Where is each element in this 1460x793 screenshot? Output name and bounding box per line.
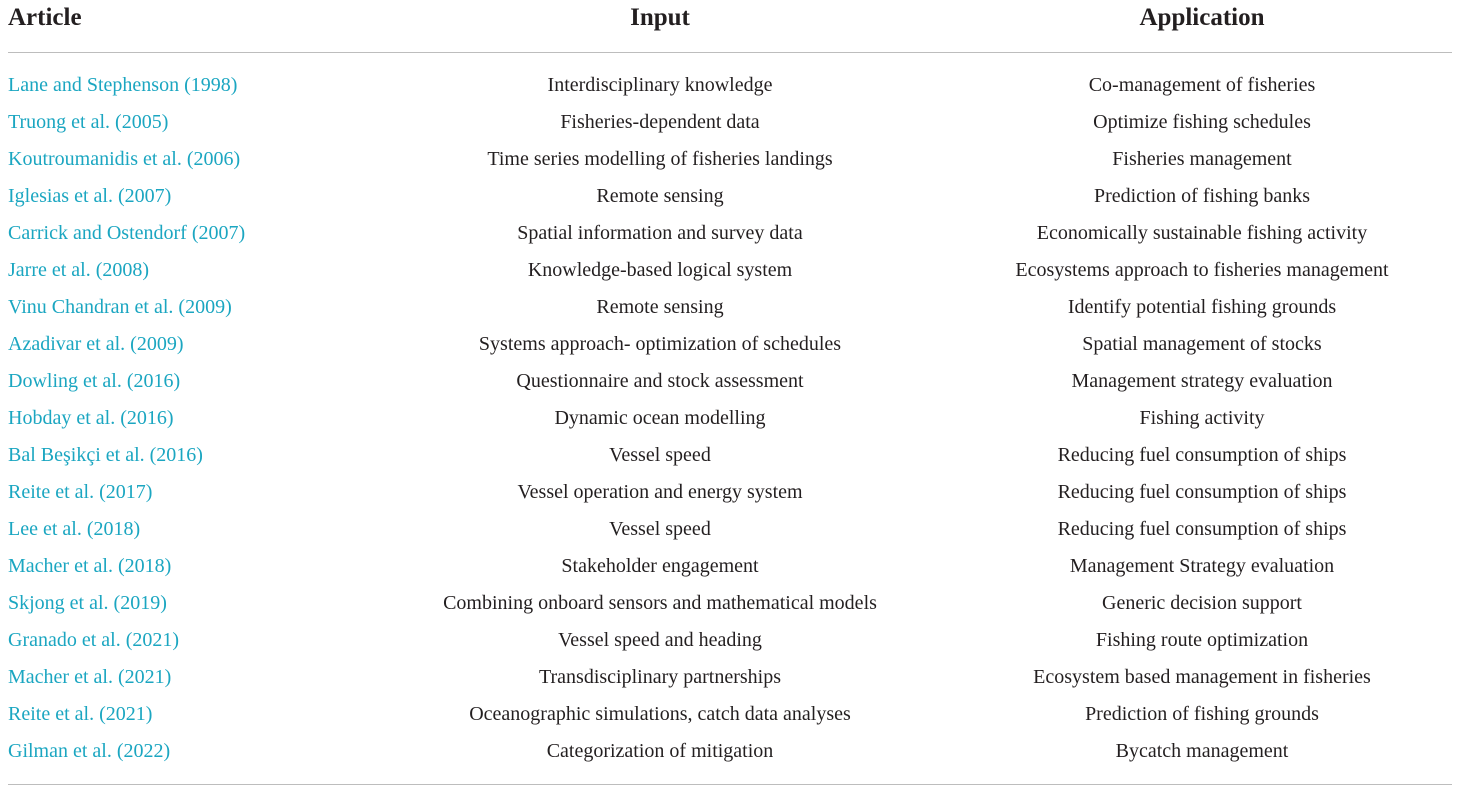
input-cell: Remote sensing [596, 185, 724, 207]
input-cell: Time series modelling of fisheries landings [487, 148, 833, 170]
input-cell: Questionnaire and stock assessment [516, 370, 804, 392]
application-cell: Management strategy evaluation [1071, 370, 1333, 392]
input-cell: Dynamic ocean modelling [554, 407, 766, 429]
article-link[interactable]: Reite et al. (2017) [8, 481, 153, 503]
input-cell: Oceanographic simulations, catch data analyses [469, 703, 851, 725]
article-link[interactable]: Lane and Stephenson (1998) [8, 74, 238, 96]
article-link[interactable]: Dowling et al. (2016) [8, 370, 181, 392]
application-cell: Fishing route optimization [1095, 629, 1309, 651]
input-cell: Remote sensing [596, 296, 724, 318]
article-link[interactable]: Macher et al. (2018) [8, 555, 172, 577]
literature-table [8, 0, 1452, 770]
article-link[interactable]: Jarre et al. (2008) [8, 259, 150, 281]
table-row [8, 585, 1452, 622]
article-link[interactable]: Macher et al. (2021) [8, 666, 172, 688]
input-cell: Interdisciplinary knowledge [547, 74, 773, 96]
application-cell: Economically sustainable fishing activity [1036, 222, 1368, 244]
table-row [8, 363, 1452, 400]
application-cell: Identify potential fishing grounds [1067, 296, 1337, 318]
table-row [8, 53, 1452, 105]
input-cell: Stakeholder engagement [561, 555, 759, 577]
input-cell: Spatial information and survey data [517, 222, 803, 244]
application-cell: Bycatch management [1115, 740, 1289, 762]
article-link[interactable]: Koutroumanidis et al. (2006) [8, 148, 241, 170]
header-input: Input [368, 0, 952, 53]
header-row [8, 0, 1452, 53]
application-cell: Prediction of fishing grounds [1085, 703, 1319, 725]
input-cell: Vessel speed [609, 518, 711, 540]
table-row [8, 659, 1452, 696]
application-cell: Spatial management of stocks [1082, 333, 1322, 355]
header-application: Application [952, 0, 1452, 53]
article-link[interactable]: Lee et al. (2018) [8, 518, 141, 540]
application-cell: Management Strategy evaluation [1069, 555, 1335, 577]
table-header [8, 0, 1452, 53]
table-row [8, 474, 1452, 511]
table-row [8, 696, 1452, 733]
article-link[interactable]: Hobday et al. (2016) [8, 407, 174, 429]
table-row [8, 400, 1452, 437]
input-cell: Knowledge-based logical system [527, 259, 793, 281]
article-link[interactable]: Bal Beşikçi et al. (2016) [8, 444, 203, 466]
application-cell: Fisheries management [1112, 148, 1292, 170]
table-row [8, 252, 1452, 289]
table-row [8, 437, 1452, 474]
article-link[interactable]: Reite et al. (2021) [8, 703, 153, 725]
application-cell: Optimize fishing schedules [1093, 111, 1311, 133]
input-cell: Vessel speed and heading [558, 629, 762, 651]
literature-table-container [8, 0, 1452, 770]
table-row [8, 733, 1452, 770]
input-cell: Fisheries-dependent data [560, 111, 760, 133]
article-link[interactable]: Skjong et al. (2019) [8, 592, 167, 614]
input-cell: Vessel operation and energy system [517, 481, 803, 503]
table-row [8, 215, 1452, 252]
input-cell: Systems approach- optimization of schedules [478, 333, 842, 355]
article-link[interactable]: Gilman et al. (2022) [8, 740, 171, 762]
application-cell: Reducing fuel consumption of ships [1057, 444, 1347, 466]
application-cell: Co-management of fisheries [1088, 74, 1316, 96]
table-body [8, 53, 1452, 771]
input-cell: Categorization of mitigation [546, 740, 774, 762]
application-cell: Reducing fuel consumption of ships [1057, 518, 1347, 540]
table-row [8, 178, 1452, 215]
article-link[interactable]: Azadivar et al. (2009) [8, 333, 184, 355]
application-cell: Reducing fuel consumption of ships [1057, 481, 1347, 503]
article-link[interactable]: Iglesias et al. (2007) [8, 185, 172, 207]
input-cell: Transdisciplinary partnerships [538, 666, 781, 688]
table-row [8, 141, 1452, 178]
table-bottom-rule [8, 784, 1452, 785]
table-row [8, 104, 1452, 141]
header-article: Article [8, 0, 368, 53]
article-link[interactable]: Vinu Chandran et al. (2009) [8, 296, 232, 318]
table-row [8, 511, 1452, 548]
application-cell: Ecosystems approach to fisheries management [1015, 259, 1389, 281]
article-link[interactable]: Carrick and Ostendorf (2007) [8, 222, 246, 244]
table-row [8, 622, 1452, 659]
table-row [8, 289, 1452, 326]
article-link[interactable]: Truong et al. (2005) [8, 111, 169, 133]
article-link[interactable]: Granado et al. (2021) [8, 629, 180, 651]
application-cell: Generic decision support [1102, 592, 1302, 614]
table-row [8, 548, 1452, 585]
table-row [8, 326, 1452, 363]
input-cell: Vessel speed [609, 444, 711, 466]
application-cell: Ecosystem based management in fisheries [1033, 666, 1371, 688]
input-cell: Combining onboard sensors and mathematical models [443, 592, 877, 614]
application-cell: Prediction of fishing banks [1093, 185, 1311, 207]
application-cell: Fishing activity [1139, 407, 1265, 429]
